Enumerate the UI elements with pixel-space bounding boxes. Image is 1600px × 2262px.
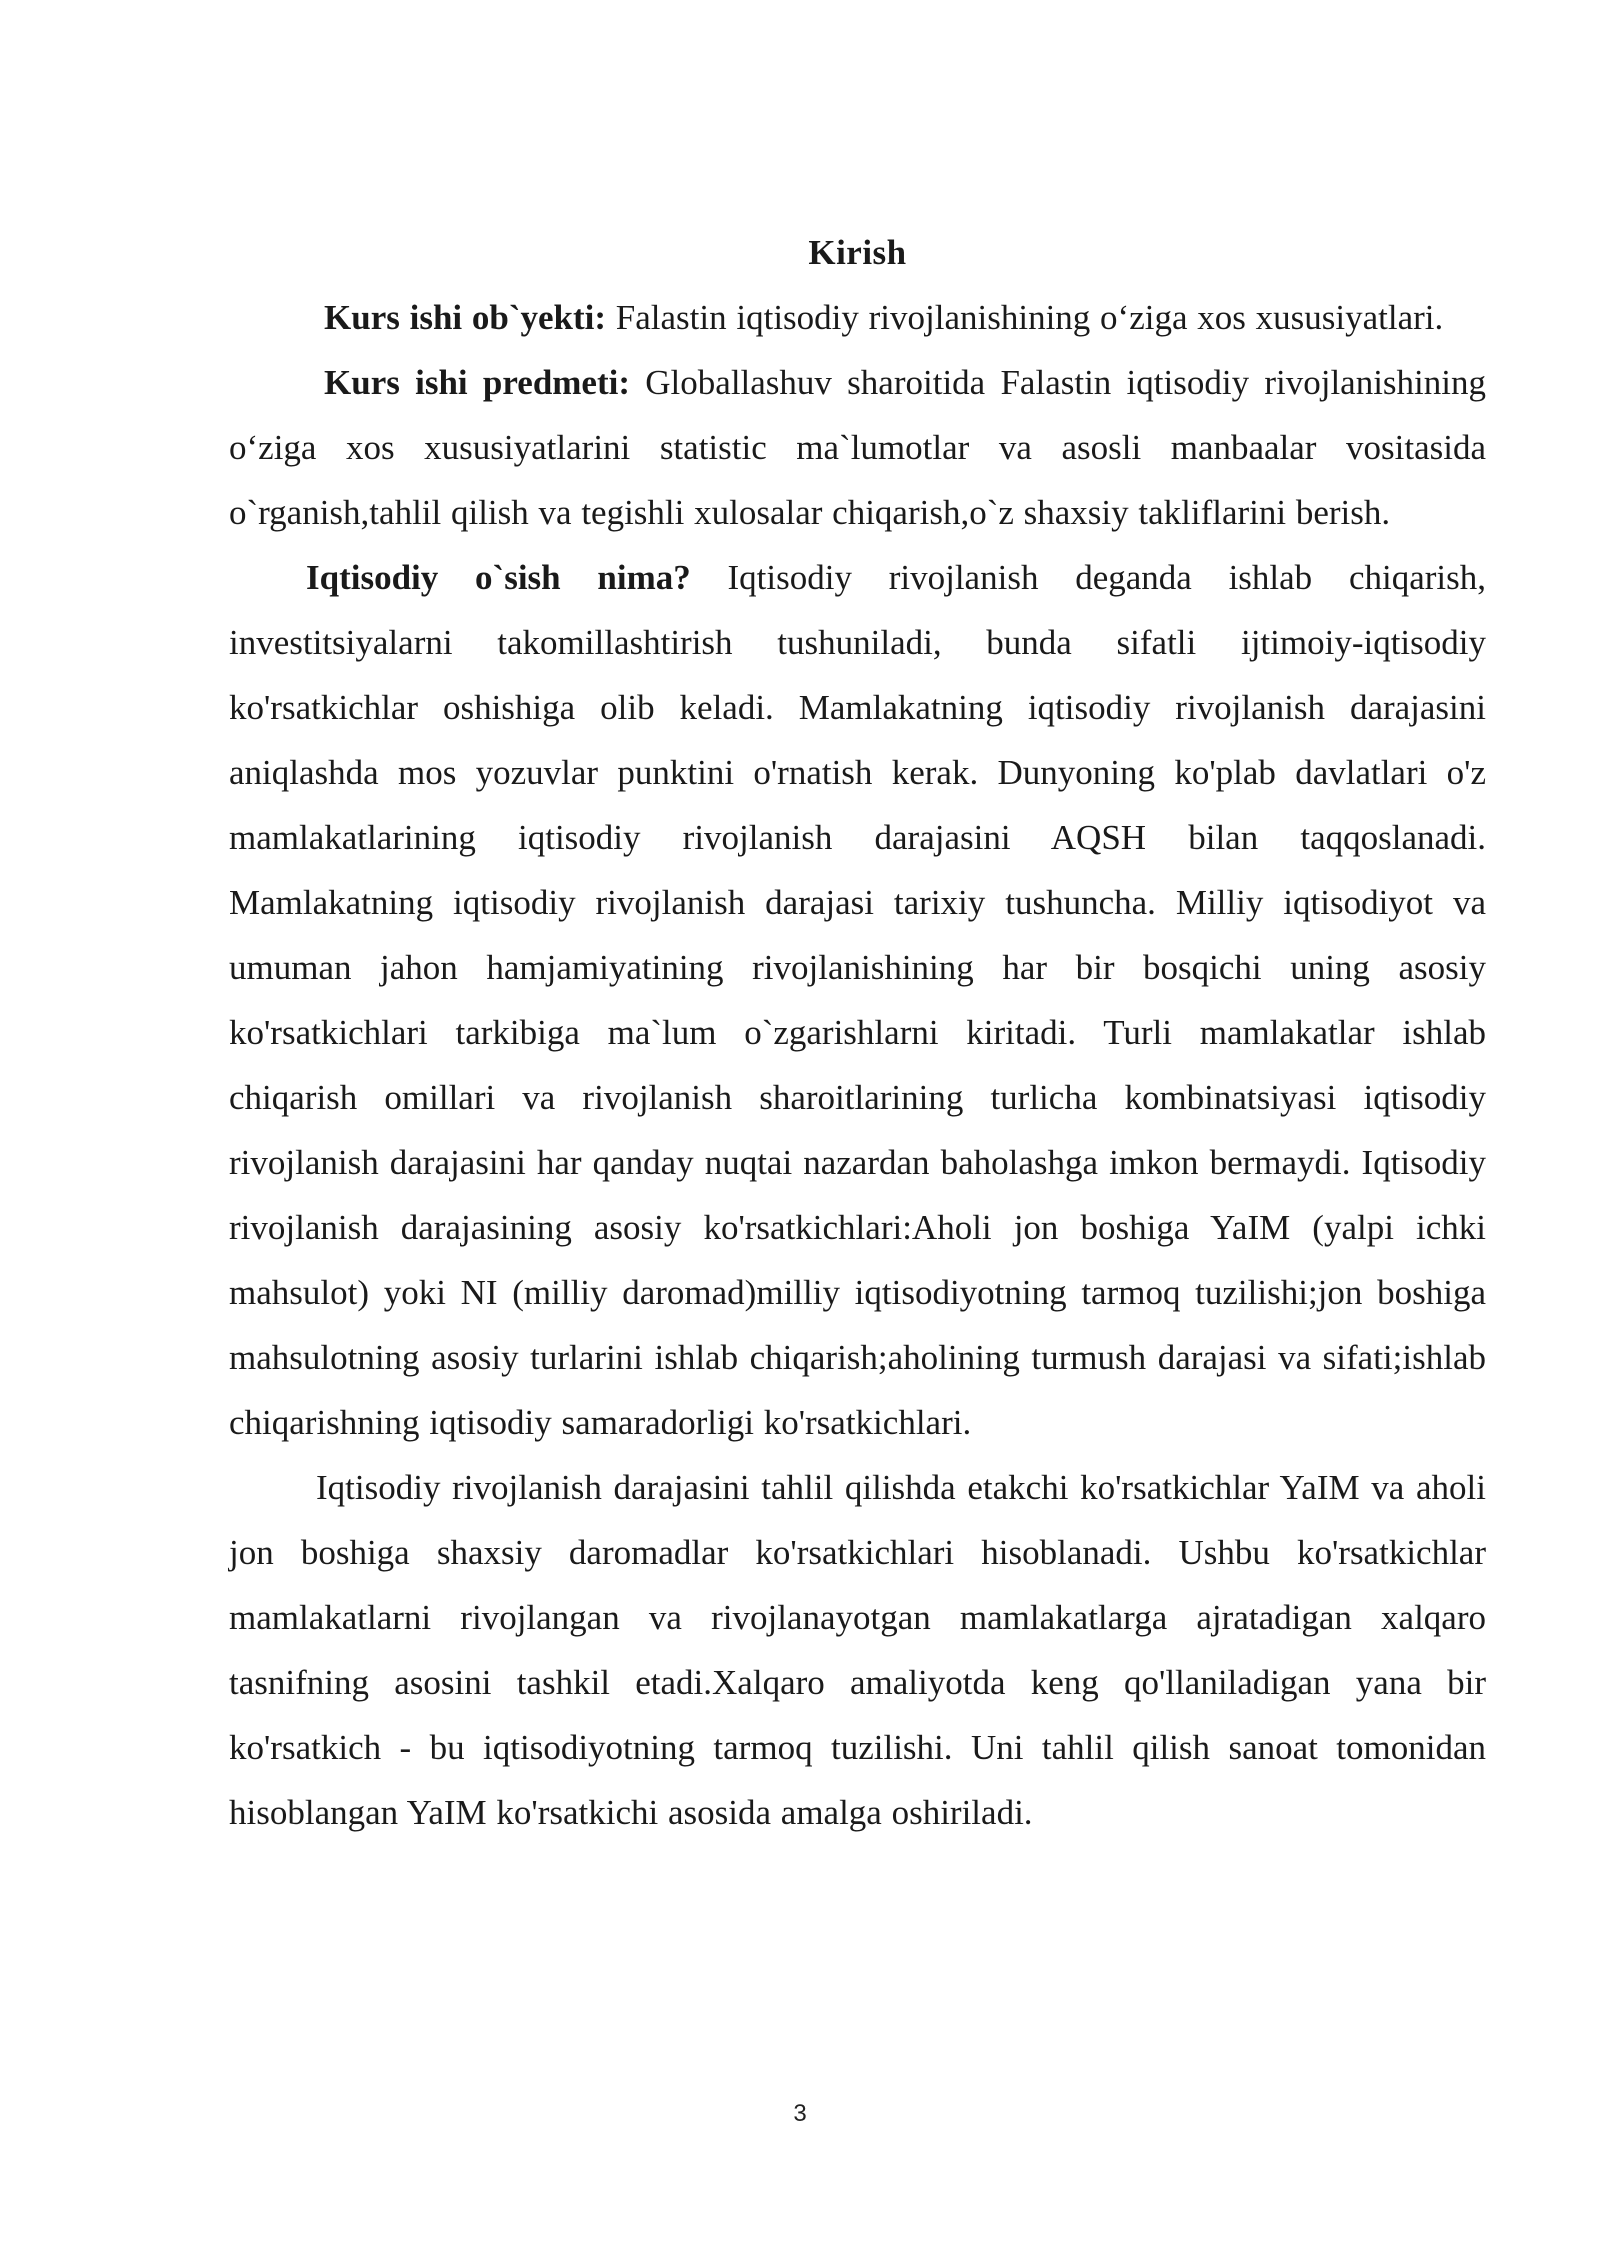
paragraph-text: Falastin iqtisodiy rivojlanishining o‘ziga xos xususiyatlari. (606, 298, 1444, 337)
paragraph-lead: Iqtisodiy o`sish nima? (306, 558, 691, 597)
paragraph-text: Iqtisodiy rivojlanish deganda ishlab chiqarish, investitsiyalarni takomillashtirish tushuniladi, bunda sifatli ijtimoiy-iqtisodiy ko'rsatkichlar oshishiga olib keladi. Mamlakatning iqtisodiy rivojlanish darajasini aniqlashda mos yozuvlar punktini o'rnatish kerak. Dunyoning ko'plab davlatlari o'z mamlakatlarining iqtisodiy rivojlanish darajasini AQSH bilan taqqoslanadi. Mamlakatning iqtisodiy rivojlanish darajasi tarixiy tushuncha. Milliy iqtisodiyot va umuman jahon hamjamiyatining rivojlanishining har bir bosqichi uning asosiy ko'rsatkichlari tarkibiga ma`lum o`zgarishlarni kiritadi. Turli mamlakatlar ishlab chiqarish omillari va rivojlanish sharoitlarining turlicha kombinatsiyasi iqtisodiy rivojlanish darajasini har qanday nuqtai nazardan baholashga imkon bermaydi. Iqtisodiy rivojlanish darajasining asosiy ko'rsatkichlari:Aholi jon boshiga YaIM (yalpi ichki mahsulot) yoki NI (milliy daromad)milliy iqtisodiyotning tarmoq tuzilishi;jon boshiga mahsulotning asosiy turlarini ishlab chiqarish;aholining turmush darajasi va sifati;ishlab chiqarishning iqtisodiy samaradorligi ko'rsatkichlari. (229, 558, 1486, 1442)
paragraph-object (229, 285, 1486, 350)
paragraph-lead: Kurs ishi ob`yekti: (324, 298, 607, 337)
paragraph-economic-growth (229, 545, 1486, 1455)
document-page (229, 220, 1486, 1845)
paragraph-lead: Kurs ishi predmeti: (324, 363, 631, 402)
paragraph-subject (229, 350, 1486, 545)
paragraph-text: Globallashuv sharoitida Falastin iqtisodiy rivojlanishining o‘ziga xos xususiyatlarini statistic ma`lumotlar va asosli manbaalar vositasida o`rganish,tahlil qilish va tegishli xulosalar chiqarish,o`z shaxsiy takliflarini berish. (229, 363, 1486, 532)
page-number: 3 (793, 2100, 807, 2127)
paragraph-development-level (229, 1455, 1486, 1845)
section-title: Kirish (808, 233, 907, 272)
paragraph-text: Iqtisodiy rivojlanish darajasini tahlil qilishda etakchi ko'rsatkichlar YaIM va aholi jon boshiga shaxsiy daromadlar ko'rsatkichlari hisoblanadi. Ushbu ko'rsatkichlar mamlakatlarni rivojlangan va rivojlanayotgan mamlakatlarga ajratadigan xalqaro tasnifning asosini tashkil etadi.Xalqaro amaliyotda keng qo'llaniladigan yana bir ko'rsatkich - bu iqtisodiyotning tarmoq tuzilishi. Uni tahlil qilish sanoat tomonidan hisoblangan YaIM ko'rsatkichi asosida amalga oshiriladi. (229, 1468, 1486, 1832)
